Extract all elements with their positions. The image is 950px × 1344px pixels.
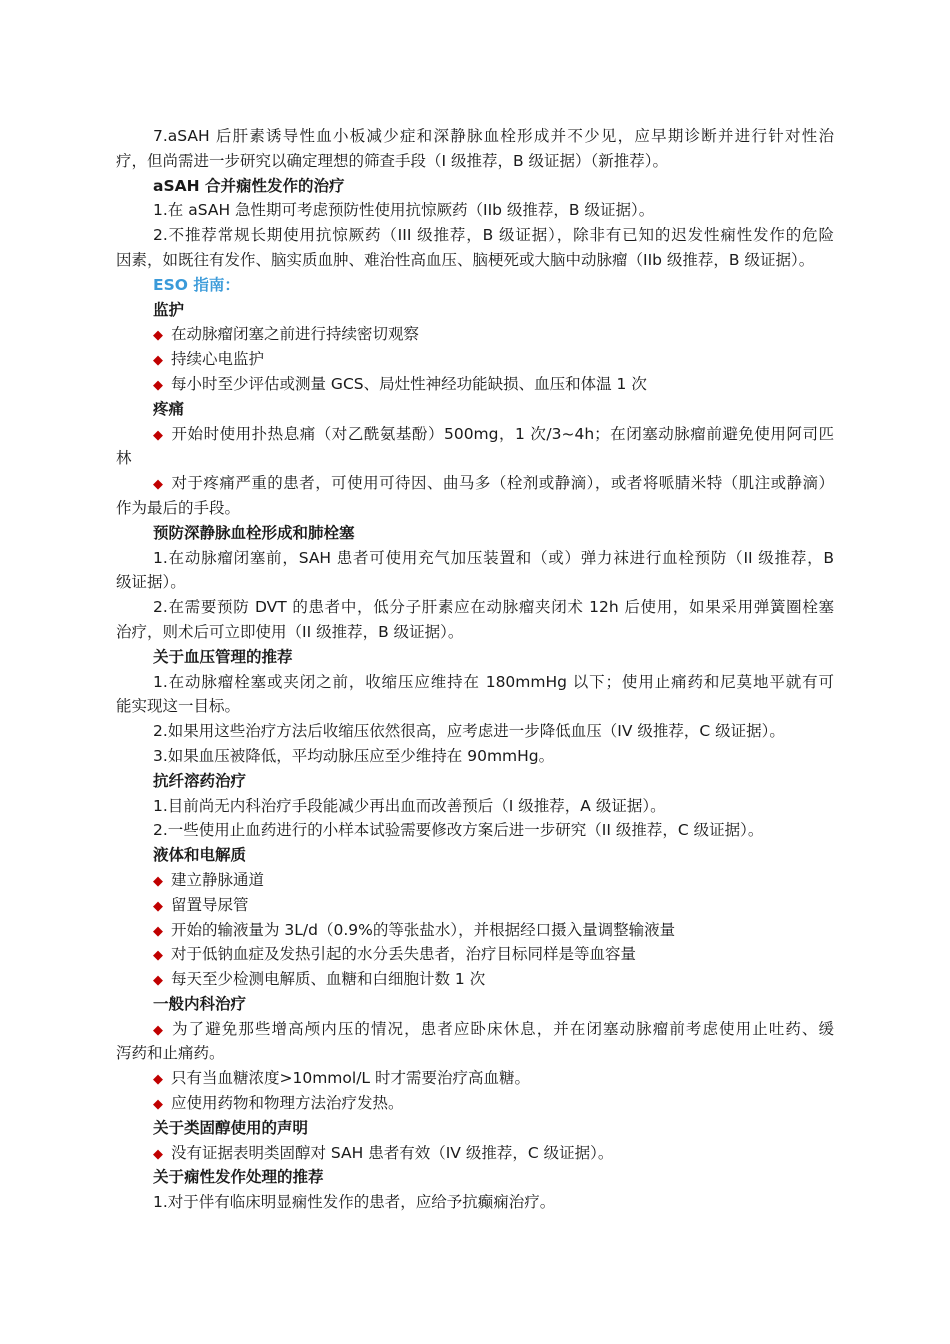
- bullet-text: 只有当血糖浓度>10mmol/L 时才需要治疗高血糖。: [171, 1069, 530, 1088]
- paragraph-line: 1.在动脉瘤闭塞前，SAH 患者可使用充气加压装置和（或）弹力袜进行血栓预防（II 级推荐，B: [153, 548, 834, 567]
- bullet-text: 建立静脉通道: [171, 870, 265, 889]
- red-diamond-bullet-icon: ◆: [153, 427, 164, 443]
- paragraph-line: 1.在 aSAH 急性期可考虑预防性使用抗惊厥药（IIb 级推荐，B 级证据）。: [153, 201, 655, 220]
- paragraph-line: 疗，但尚需进一步研究以确定理想的筛查手段（I 级推荐，B 级证据）（新推荐）。: [116, 151, 669, 170]
- paragraph-line: 7.aSAH 后肝素诱导性血小板减少症和深静脉血栓形成并不少见，应早期诊断并进行针对性治: [153, 127, 834, 145]
- bullet-text: 对于疼痛严重的患者，可使用可待因、曲马多（栓剂或静滴），或者将哌腈米特（肌注或静滴）: [171, 474, 834, 493]
- red-diamond-bullet-icon: ◆: [153, 328, 163, 344]
- bullet-item: [116, 322, 834, 347]
- bullet-continuation-line: 泻药和止痛药。: [116, 1044, 225, 1063]
- bullet-item: [116, 422, 834, 447]
- red-diamond-bullet-icon: ◆: [153, 948, 163, 964]
- bullet-item: [116, 372, 834, 397]
- paragraph-line: 级证据）。: [116, 573, 186, 592]
- bullet-continuation-line: 作为最后的手段。: [116, 498, 241, 517]
- bullet-item: [116, 893, 834, 918]
- section-heading: 预防深静脉血栓形成和肺栓塞: [153, 523, 355, 542]
- bullet-text: 持续心电监护: [171, 350, 265, 369]
- bullet-text: 在动脉瘤闭塞之前进行持续密切观察: [171, 325, 420, 344]
- paragraph-line: 2.一些使用止血药进行的小样本试验需要修改方案后进一步研究（II 级推荐，C 级证据）。: [153, 821, 764, 840]
- red-diamond-bullet-icon: ◆: [153, 1022, 165, 1038]
- section-heading: 关于类固醇使用的声明: [153, 1118, 309, 1137]
- section-heading: aSAH 合并痫性发作的治疗: [153, 176, 345, 195]
- bullet-item: [116, 347, 834, 372]
- section-heading: 一般内科治疗: [153, 994, 247, 1013]
- bullet-text: 对于低钠血症及发热引起的水分丢失患者，治疗目标同样是等血容量: [171, 945, 637, 964]
- red-diamond-bullet-icon: ◆: [153, 353, 163, 369]
- paragraph-line: 2.在需要预防 DVT 的患者中，低分子肝素应在动脉瘤夹闭术 12h 后使用，如果采用弹簧圈栓塞: [153, 598, 834, 617]
- section-heading: 疼痛: [153, 399, 185, 418]
- bullet-text: 开始的输液量为 3L/d（0.9%的等张盐水），并根据经口摄入量调整输液量: [171, 920, 676, 939]
- section-heading: 抗纤溶药治疗: [153, 771, 247, 790]
- red-diamond-bullet-icon: ◆: [153, 1072, 163, 1088]
- bullet-text: 没有证据表明类固醇对 SAH 患者有效（IV 级推荐，C 级证据）。: [171, 1143, 614, 1162]
- section-heading: 关于血压管理的推荐: [153, 647, 293, 666]
- bullet-text: 开始时使用扑热息痛（对乙酰氨基酚）500mg，1 次/3~4h；在闭塞动脉瘤前避免使用阿司匹: [171, 424, 834, 443]
- paragraph-line: 1.在动脉瘤栓塞或夹闭之前，收缩压应维持在 180mmHg 以下；使用止痛药和尼莫地平就有可: [153, 672, 834, 691]
- bullet-text: 每小时至少评估或测量 GCS、局灶性神经功能缺损、血压和体温 1 次: [171, 374, 647, 393]
- paragraph-line: 因素，如既往有发作、脑实质血肿、难治性高血压、脑梗死或大脑中动脉瘤（IIb 级推荐，B 级证据）。: [116, 250, 815, 269]
- bullet-item: [116, 471, 834, 496]
- bullet-text: 每天至少检测电解质、血糖和白细胞计数 1 次: [171, 970, 486, 989]
- bullet-continuation-line: 林: [116, 449, 132, 468]
- section-heading: 液体和电解质: [153, 846, 247, 865]
- red-diamond-bullet-icon: ◆: [153, 1146, 163, 1162]
- eso-guideline-heading: ESO 指南：: [153, 275, 240, 294]
- paragraph-line: 能实现这一目标。: [116, 697, 241, 716]
- bullet-item: [116, 1091, 834, 1116]
- paragraph-line: 1.对于伴有临床明显痫性发作的患者，应给予抗癫痫治疗。: [153, 1193, 556, 1212]
- paragraph-line: 1.目前尚无内科治疗手段能减少再出血而改善预后（I 级推荐，A 级证据）。: [153, 796, 666, 815]
- red-diamond-bullet-icon: ◆: [153, 898, 163, 914]
- red-diamond-bullet-icon: ◆: [153, 477, 164, 493]
- bullet-item: [116, 1141, 834, 1166]
- section-heading: 监护: [153, 300, 185, 319]
- red-diamond-bullet-icon: ◆: [153, 1097, 163, 1113]
- paragraph-line: 3.如果血压被降低，平均动脉压应至少维持在 90mmHg。: [153, 746, 555, 765]
- paragraph-line: 2.不推荐常规长期使用抗惊厥药（III 级推荐，B 级证据），除非有已知的迟发性痫性发作的危险: [153, 226, 834, 245]
- paragraph-line: 治疗，则术后可立即使用（II 级推荐，B 级证据）。: [116, 622, 464, 641]
- red-diamond-bullet-icon: ◆: [153, 973, 163, 989]
- document-body: [116, 124, 834, 1215]
- section-heading: 关于痫性发作处理的推荐: [153, 1168, 324, 1187]
- bullet-item: [116, 967, 834, 992]
- bullet-item: [116, 918, 834, 943]
- bullet-item: [116, 1017, 834, 1042]
- bullet-text: 留置导尿管: [171, 895, 249, 914]
- paragraph-line: 2.如果用这些治疗方法后收缩压依然很高，应考虑进一步降低血压（IV 级推荐，C 级证据）。: [153, 722, 785, 741]
- bullet-item: [116, 1066, 834, 1091]
- bullet-item: [116, 868, 834, 893]
- bullet-text: 应使用药物和物理方法治疗发热。: [171, 1094, 404, 1113]
- red-diamond-bullet-icon: ◆: [153, 923, 163, 939]
- bullet-text: 为了避免那些增高颅内压的情况，患者应卧床休息，并在闭塞动脉瘤前考虑使用止吐药、缓: [172, 1019, 834, 1038]
- bullet-item: [116, 942, 834, 967]
- red-diamond-bullet-icon: ◆: [153, 377, 163, 393]
- red-diamond-bullet-icon: ◆: [153, 873, 163, 889]
